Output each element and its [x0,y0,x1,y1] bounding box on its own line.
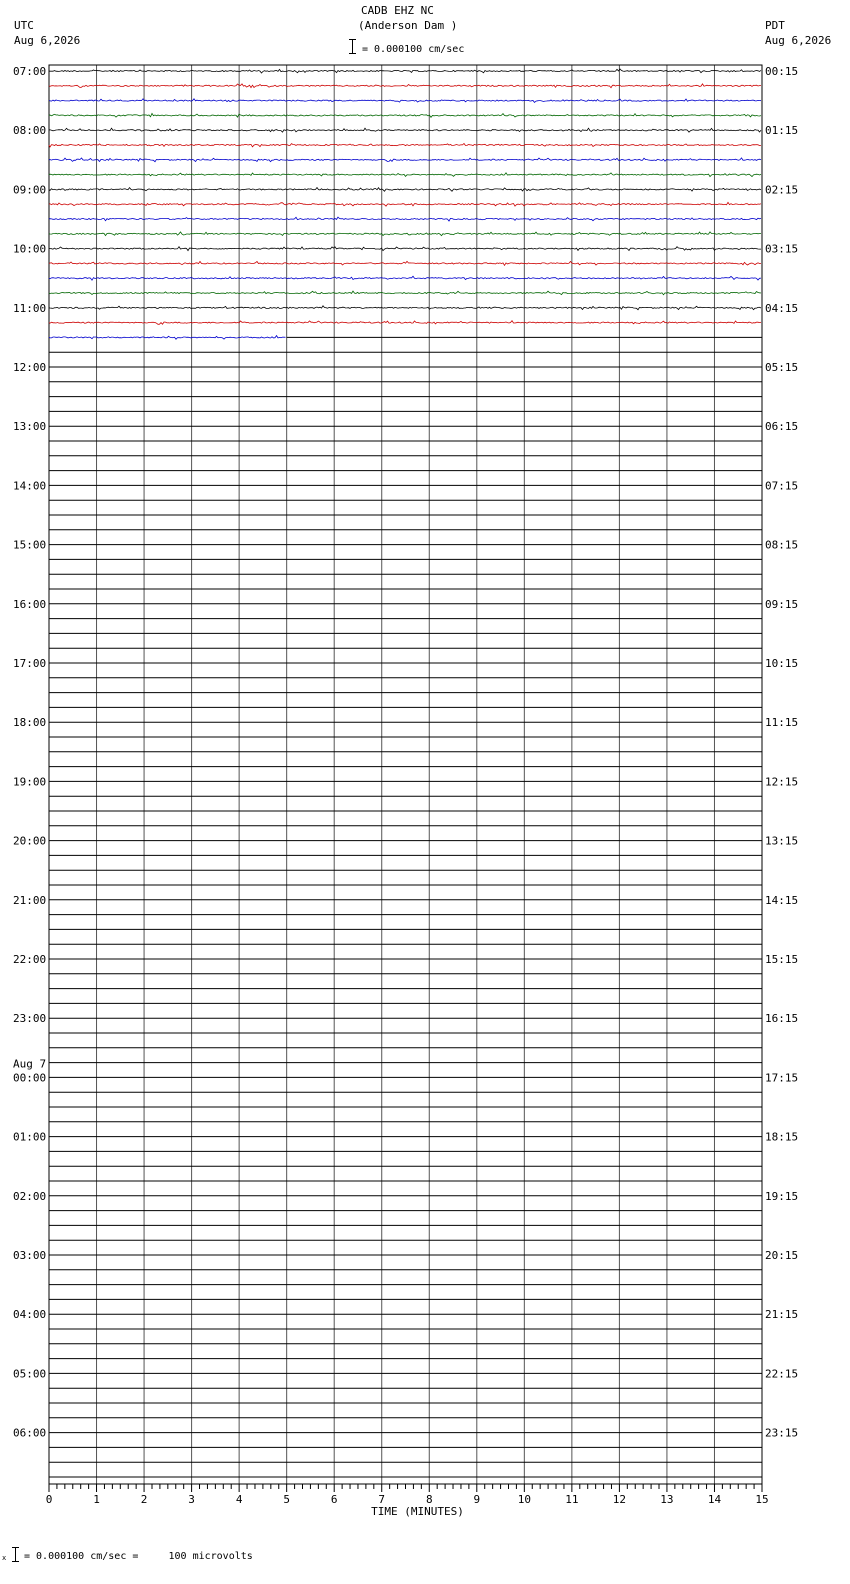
seismic-trace [49,232,761,236]
utc-hour-label: 20:00 [13,834,47,848]
x-axis-label: TIME (MINUTES) [371,1505,464,1518]
x-tick-label: 7 [378,1493,386,1506]
pdt-hour-label: 04:15 [765,301,799,315]
utc-hour-label: 10:00 [13,242,47,256]
seismic-trace [49,321,761,325]
utc-hour-label: 03:00 [13,1249,47,1262]
utc-hour-label: 05:00 [13,1367,47,1381]
seismic-trace [49,158,761,162]
seismic-trace [49,114,761,118]
right-timezone: PDT [765,19,785,32]
pdt-hour-label: 05:15 [765,361,799,374]
seismic-trace [49,69,761,73]
seismic-trace [49,188,761,192]
pdt-hour-label: 22:15 [765,1367,799,1381]
svg-text:x: x [2,1554,7,1562]
x-tick-label: 5 [283,1493,290,1506]
right-date: Aug 6,2026 [765,34,832,47]
x-tick-label: 6 [330,1493,338,1506]
x-tick-label: 13 [660,1493,674,1506]
pdt-hour-label: 15:15 [765,953,799,966]
x-tick-label: 3 [188,1493,195,1506]
pdt-hour-label: 21:15 [765,1308,799,1322]
utc-hour-label: 06:00 [13,1426,47,1440]
x-tick-label: 2 [140,1493,148,1506]
utc-hour-label: 13:00 [13,420,47,434]
utc-hour-label: 11:00 [13,301,47,315]
utc-hour-label: 23:00 [13,1012,47,1026]
utc-hour-label: 07:00 [13,65,47,78]
footer-scale-icon [2,1547,20,1562]
utc-hour-label: 16:00 [13,597,47,611]
footer-scale-note: = 0.000100 cm/sec = 100 microvolts [24,1551,253,1562]
date-change-label: Aug 7 [13,1057,47,1071]
pdt-hour-label: 14:15 [765,893,799,907]
seismic-trace [49,99,761,103]
pdt-hour-label: 20:15 [765,1249,799,1262]
pdt-hour-label: 02:15 [765,183,799,197]
x-tick-label: 8 [425,1493,433,1506]
seismic-trace [49,291,761,295]
x-tick-label: 1 [93,1493,100,1506]
seismic-trace [49,247,761,251]
x-tick-label: 14 [707,1493,722,1506]
seismic-trace [49,128,761,132]
pdt-hour-label: 13:15 [765,834,799,848]
utc-hour-label: 12:00 [13,361,47,374]
utc-hour-label: 02:00 [13,1189,47,1203]
utc-hour-label: 01:00 [13,1130,47,1144]
pdt-hour-label: 16:15 [765,1012,799,1026]
scale-label: = 0.000100 cm/sec [362,44,465,55]
seismic-trace [49,173,761,177]
pdt-hour-label: 19:15 [765,1189,799,1203]
pdt-hour-label: 00:15 [765,65,799,78]
pdt-hour-label: 12:15 [765,775,799,789]
left-date: Aug 6,2026 [14,34,81,47]
seismic-trace [49,306,761,310]
station-title: CADB EHZ NC [361,4,434,17]
seismic-trace [49,217,761,221]
utc-hour-label: 14:00 [13,479,47,493]
pdt-hour-label: 01:15 [765,124,799,138]
pdt-hour-label: 11:15 [765,716,799,730]
seismic-trace [49,336,286,340]
pdt-hour-label: 03:15 [765,242,799,256]
pdt-hour-label: 10:15 [765,657,799,670]
utc-hour-label: 15:00 [13,538,47,552]
pdt-hour-label: 23:15 [765,1426,799,1440]
pdt-hour-label: 18:15 [765,1130,799,1144]
seismic-trace [49,261,761,265]
seismic-trace [49,84,761,88]
utc-hour-label: 08:00 [13,124,47,138]
pdt-hour-label: 07:15 [765,479,799,493]
utc-hour-label: 21:00 [13,893,47,907]
x-tick-label: 12 [612,1493,627,1506]
utc-hour-label: 09:00 [13,183,47,197]
seismic-trace [49,144,761,148]
utc-hour-label: 17:00 [13,657,47,670]
seismic-trace [49,276,761,280]
utc-hour-label: 04:00 [13,1308,47,1322]
pdt-hour-label: 17:15 [765,1071,799,1085]
pdt-hour-label: 09:15 [765,597,799,611]
utc-hour-label: 00:00 [13,1071,47,1085]
x-tick-label: 4 [235,1493,243,1506]
x-tick-label: 11 [565,1493,579,1506]
station-location: (Anderson Dam ) [358,19,458,32]
x-tick-label: 9 [473,1493,481,1506]
utc-hour-label: 18:00 [13,716,47,730]
left-timezone: UTC [14,19,34,32]
x-tick-label: 10 [517,1493,531,1506]
pdt-hour-label: 06:15 [765,420,799,434]
x-tick-label: 15 [755,1493,769,1506]
pdt-hour-label: 08:15 [765,538,799,552]
seismic-trace [49,202,761,206]
utc-hour-label: 22:00 [13,953,47,966]
x-tick-label: 0 [45,1493,53,1506]
utc-hour-label: 19:00 [13,775,47,789]
